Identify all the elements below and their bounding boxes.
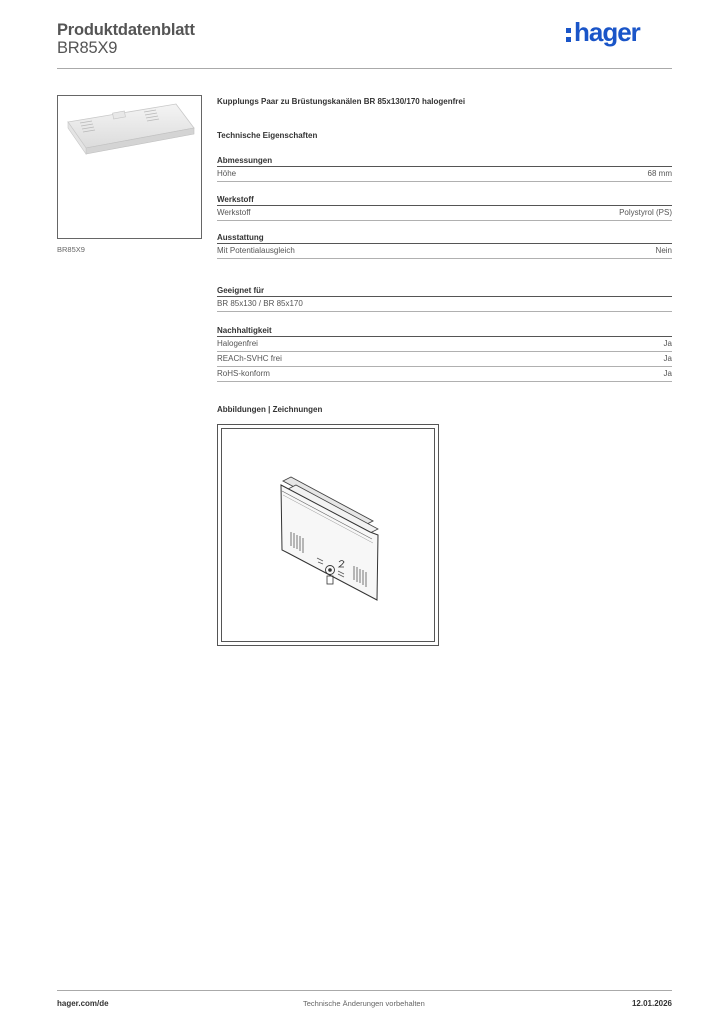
section-title: Werkstoff	[217, 194, 672, 206]
row-value: Ja	[663, 339, 672, 348]
coupler-drawing-icon	[222, 429, 436, 643]
technical-drawing	[217, 424, 439, 646]
table-row	[217, 244, 672, 259]
footer-divider	[57, 990, 672, 991]
section-material	[217, 194, 672, 221]
section-title: Geeignet für	[217, 285, 672, 297]
table-row	[217, 352, 672, 367]
header-divider	[57, 68, 672, 69]
logo-text: hager	[574, 17, 640, 47]
thumbnail-caption: BR85X9	[57, 245, 85, 254]
table-row	[217, 367, 672, 382]
hager-logo	[566, 17, 640, 48]
row-label: Halogenfrei	[217, 339, 258, 348]
section-equipment	[217, 232, 672, 259]
section-title: Abmessungen	[217, 155, 672, 167]
footer-notice: Technische Änderungen vorbehalten	[303, 999, 425, 1008]
section-dimensions	[217, 155, 672, 182]
page-title: Produktdatenblatt	[57, 21, 195, 39]
footer-date: 12.01.2026	[631, 999, 672, 1008]
row-label: BR 85x130 / BR 85x170	[217, 299, 303, 308]
product-description: Kupplungs Paar zu Brüstungskanälen BR 85x130/170 halogenfrei	[217, 97, 466, 106]
row-label: RoHS-konform	[217, 369, 270, 378]
row-label: Höhe	[217, 169, 237, 178]
tech-properties-heading: Technische Eigenschaften	[217, 131, 318, 140]
figures-heading: Abbildungen | Zeichnungen	[217, 405, 323, 414]
row-value: Ja	[663, 354, 672, 363]
footer-website-link[interactable]: hager.com/de	[57, 999, 109, 1008]
product-thumbnail	[57, 95, 202, 239]
drawing-inner-frame	[221, 428, 435, 642]
table-row	[217, 206, 672, 221]
table-row	[217, 297, 672, 312]
row-value: Polystyrol (PS)	[619, 208, 672, 217]
section-title: Ausstattung	[217, 232, 672, 244]
table-row	[217, 337, 672, 352]
coupler-photo-icon	[58, 96, 201, 238]
logo-dots-icon	[566, 28, 571, 42]
section-title: Nachhaltigkeit	[217, 325, 672, 337]
row-value: Ja	[663, 369, 672, 378]
product-code: BR85X9	[57, 39, 118, 57]
section-suitable-for	[217, 285, 672, 312]
section-sustainability	[217, 325, 672, 382]
row-label: Werkstoff	[217, 208, 251, 217]
row-value: 68 mm	[647, 169, 672, 178]
row-value: Nein	[655, 246, 672, 255]
row-label: Mit Potentialausgleich	[217, 246, 295, 255]
row-label: REACh-SVHC frei	[217, 354, 282, 363]
table-row	[217, 167, 672, 182]
